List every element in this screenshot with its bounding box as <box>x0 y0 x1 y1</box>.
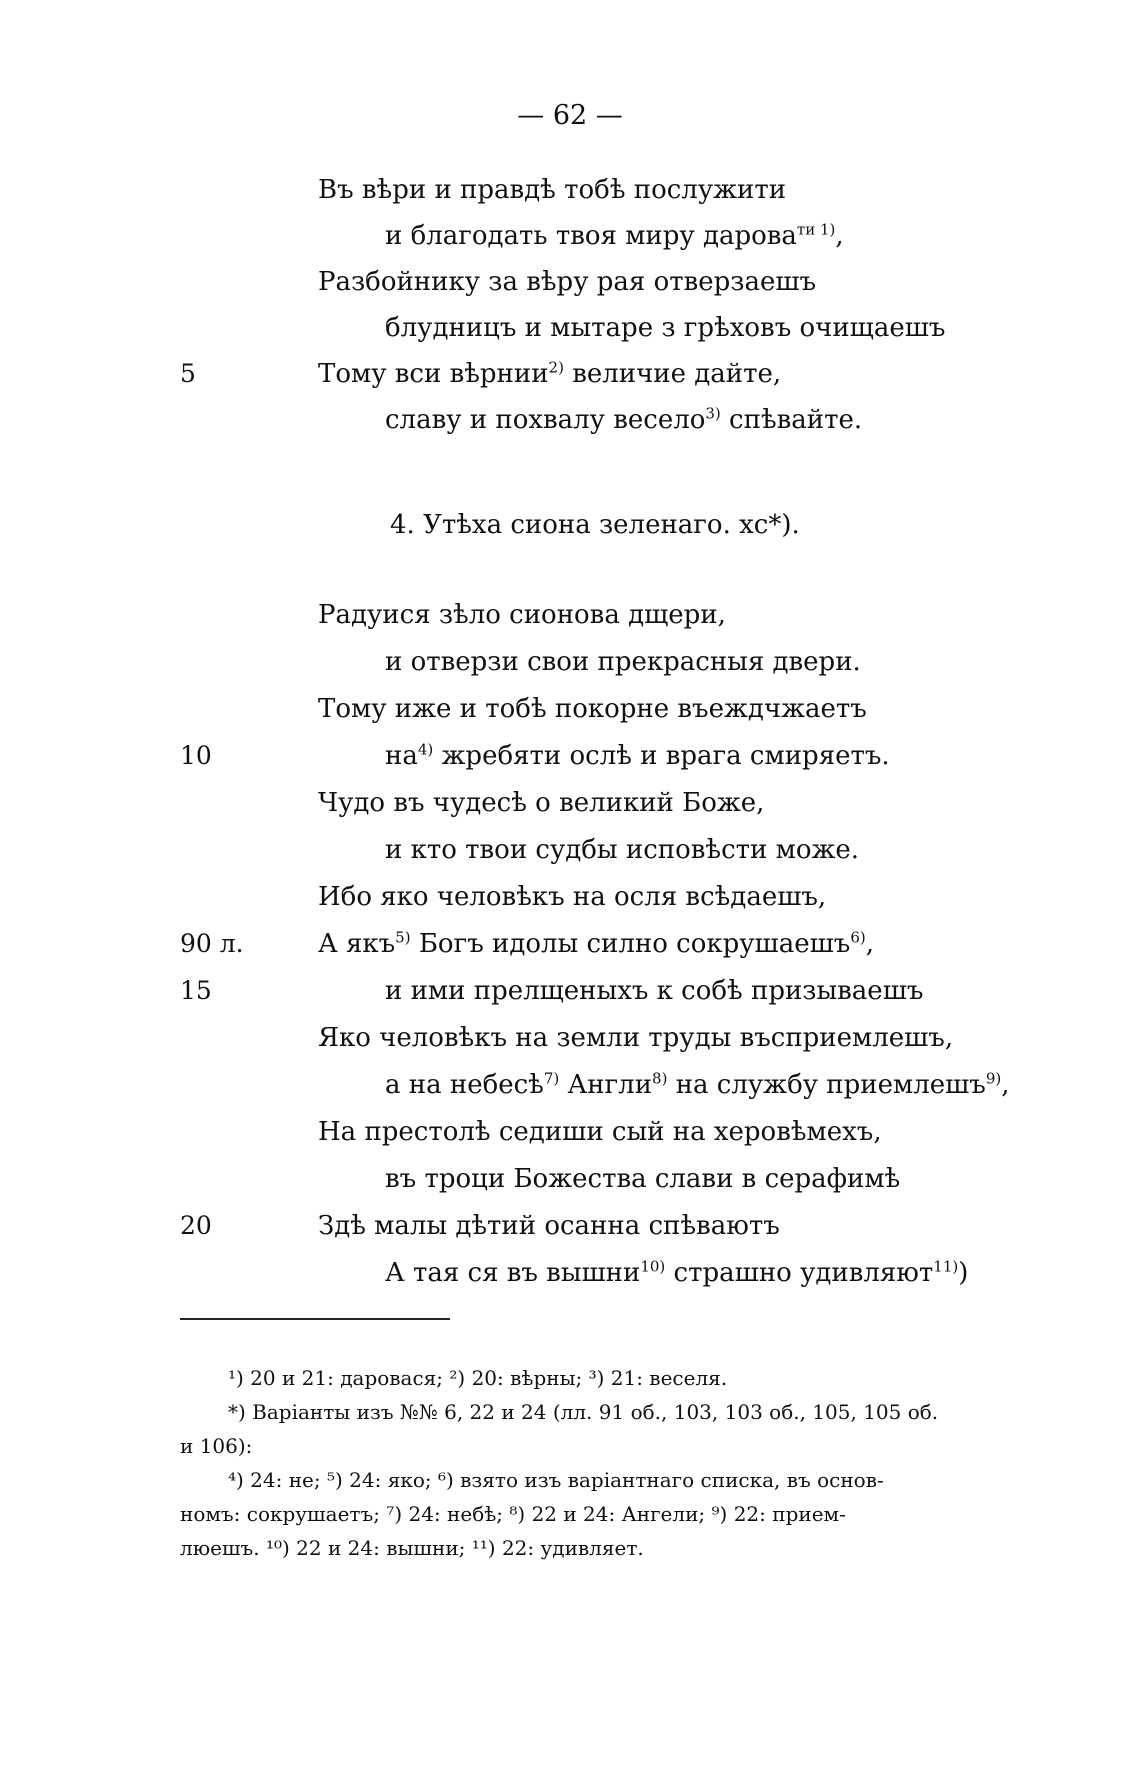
verse-text: на службу приемлешъ <box>667 1070 986 1100</box>
top-verse-line <box>318 175 786 205</box>
footnote-line: люешъ. ¹⁰) 22 и 24: вышни; ¹¹) 22: удивляет. <box>180 1536 644 1560</box>
top-verse-line <box>318 267 816 297</box>
verse-line <box>318 788 764 818</box>
footnote-rule <box>180 1318 450 1320</box>
footnote-ref: 7) <box>543 1069 560 1088</box>
verse-text: Тому иже и тобѣ покорне въеждчжаетъ <box>318 694 867 724</box>
verse-text: , <box>835 221 844 251</box>
top-verse-line <box>385 221 844 251</box>
verse-text: На престолѣ седиши сый на херовѣмехъ, <box>318 1117 882 1147</box>
verse-line <box>318 1023 953 1053</box>
verse-text: страшно удивляют <box>665 1258 934 1288</box>
verse-text: Чудо въ чудесѣ о великий Боже, <box>318 788 765 818</box>
section-heading: 4. Утѣха сиона зеленаго. хс*). <box>390 510 800 540</box>
line-number: 5 <box>180 359 196 388</box>
verse-text: Разбойнику за вѣру рая отверзаешъ <box>318 267 817 297</box>
verse-line <box>318 1117 882 1147</box>
verse-text: Богъ идолы силно сокрушаешъ <box>410 929 851 959</box>
verse-line <box>385 1070 1010 1100</box>
verse-text: Яко человѣкъ на земли труды въсприемлешъ, <box>318 1023 954 1053</box>
footnote-line: ⁴) 24: не; ⁵) 24: яко; ⁶) взято изъ варіантнаго списка, въ основ- <box>228 1468 884 1492</box>
verse-text: Радуися зѣло сионова дщери, <box>318 600 726 630</box>
footnote-ref: ти 1) <box>796 220 836 239</box>
verse-text: жребяти ослѣ и врага смиряетъ. <box>433 741 890 771</box>
footnote-ref: 5) <box>395 928 411 947</box>
verse-text: и отверзи свои прекрасныя двери. <box>385 647 861 677</box>
verse-text: а на небесѣ <box>385 1070 544 1100</box>
footnote-ref: 6) <box>850 928 866 947</box>
top-verse-line <box>385 313 945 343</box>
verse-line <box>385 835 859 865</box>
verse-text: , <box>1001 1070 1010 1100</box>
verse-text: спѣвайте. <box>720 405 863 435</box>
footnote-line: и 106): <box>180 1434 253 1458</box>
verse-line <box>385 1164 900 1194</box>
footnote-ref: 9) <box>985 1069 1002 1088</box>
footnote-ref: 10) <box>640 1257 666 1276</box>
verse-line <box>385 1258 968 1288</box>
footnote-ref: 11) <box>933 1257 959 1276</box>
verse-line <box>318 600 726 630</box>
footnote-line: ¹) 20 и 21: даровася; ²) 20: вѣрны; ³) 21: веселя. <box>228 1366 728 1390</box>
footnote-ref: 3) <box>705 404 721 423</box>
verse-line <box>318 882 826 912</box>
verse-line <box>318 694 867 724</box>
line-number: 20 <box>180 1211 212 1240</box>
verse-text: А якъ <box>318 929 396 959</box>
verse-text: и кто твои судбы исповѣсти може. <box>385 835 860 865</box>
verse-text: блудницъ и мытаре з грѣховъ очищаешъ <box>385 313 946 343</box>
footnote-ref: 2) <box>548 358 564 377</box>
verse-line <box>385 976 923 1006</box>
verse-text: Въ вѣри и правдѣ тобѣ послужити <box>318 175 787 205</box>
verse-text: А тая ся въ вышни <box>385 1258 641 1288</box>
verse-line <box>318 929 874 959</box>
verse-line <box>385 741 890 771</box>
top-verse-line <box>385 405 862 435</box>
line-number: 10 <box>180 741 212 770</box>
verse-text: Тому вси вѣрнии <box>318 359 549 389</box>
verse-text: на <box>385 741 418 771</box>
verse-text: въ троци Божества слави в серафимѣ <box>385 1164 901 1194</box>
verse-text: Ибо яко человѣкъ на осля вcѣдаешъ, <box>318 882 827 912</box>
page-number: — 62 — <box>517 100 623 131</box>
verse-text: , <box>865 929 874 959</box>
footnote-ref: 4) <box>417 740 434 759</box>
verse-text: и благодать твоя миру дарова <box>385 221 797 251</box>
footnote-ref: 8) <box>652 1069 668 1088</box>
line-number: 15 <box>180 976 212 1005</box>
verse-line <box>318 1211 780 1241</box>
verse-text: Англи <box>559 1070 653 1100</box>
line-number: 90 л. <box>180 929 244 958</box>
footnote-line: *) Варіанты изъ №№ 6, 22 и 24 (лл. 91 об., 103, 103 об., 105, 105 об. <box>228 1400 939 1424</box>
verse-text: и ими прелщеныхъ к собѣ призываешъ <box>385 976 924 1006</box>
footnote-line: номъ: сокрушаетъ; ⁷) 24: небѣ; ⁸) 22 и 24: Ангели; ⁹) 22: прием- <box>180 1502 846 1526</box>
verse-text: величие дайте, <box>563 359 782 389</box>
verse-line <box>385 647 861 677</box>
top-verse-line <box>318 359 781 389</box>
verse-text: ) <box>958 1258 969 1288</box>
verse-text: славу и похвалу весело <box>385 405 706 435</box>
verse-text: Здѣ малы дѣтий осанна спѣваютъ <box>318 1211 780 1241</box>
